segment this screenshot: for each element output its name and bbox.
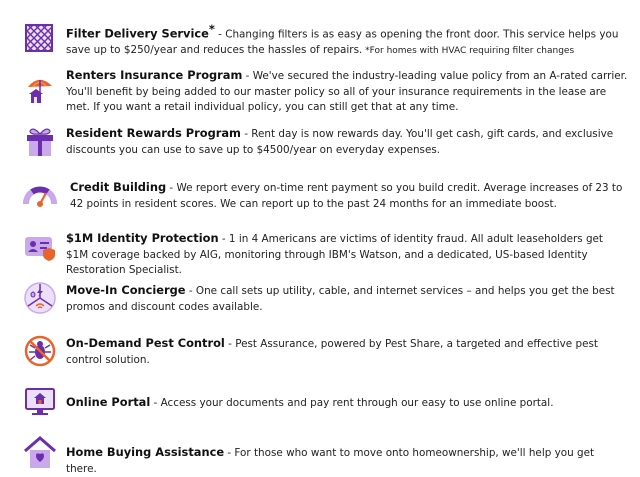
- service-description: We report every on-time rent payment so you build credit. Average increases of 23 to 42 points in resident scores. We can report up to the past 24 months for an immediate boost.: [70, 182, 623, 210]
- service-description: We've secured the industry-leading value policy from an A-rated carrier. You'll benefit by being added to our master policy so all of your insurance requirements in the lease are met. If you want a retail individual policy, you can still get that at any time.: [66, 70, 628, 113]
- title-dash: -: [224, 338, 236, 350]
- credit-gauge-icon: [22, 178, 58, 214]
- title-dash: -: [242, 70, 253, 82]
- gift-icon: [22, 124, 58, 160]
- identity-card-icon: [22, 228, 58, 264]
- service-title: Renters Insurance Program: [66, 68, 243, 82]
- online-portal-icon: [22, 384, 58, 420]
- title-dash: -: [224, 447, 235, 459]
- title-dash: -: [218, 233, 229, 245]
- service-title: Resident Rewards Program: [66, 126, 241, 140]
- service-title: Home Buying Assistance: [66, 445, 225, 459]
- service-footnote: *For homes with HVAC requiring filter changes: [362, 45, 575, 56]
- service-description: 1 in 4 Americans are victims of identity fraud. All adult leaseholders get $1M coverage backed by AIG, monitoring through IBM's Watson, and a dedicated, US-based Identity Restoration Specialist.: [66, 233, 604, 276]
- service-description: Changing filters is as easy as opening the front door. This service helps you save up to $250/year and reduces the hassles of repairs.: [66, 28, 619, 56]
- title-dash: -: [240, 128, 252, 140]
- service-title: Credit Building: [70, 180, 167, 194]
- service-title: Filter Delivery Service: [66, 26, 209, 41]
- service-description: One call sets up utility, cable, and internet services – and helps you get the best promos and discount codes available.: [66, 285, 615, 313]
- service-description: Pest Assurance, powered by Pest Share, a targeted and effective pest control solution.: [66, 338, 598, 366]
- home-buying-icon: [22, 434, 58, 470]
- service-description: Rent day is now rewards day. You'll get cash, gift cards, and exclusive discounts you can use to save up to $4500/year on everyday expenses.: [66, 128, 614, 156]
- service-title: Online Portal: [66, 395, 151, 409]
- service-description: Access your documents and pay rent through our easy to use online portal.: [160, 397, 554, 409]
- utility-services-icon: [22, 280, 58, 316]
- title-dash: -: [150, 397, 161, 409]
- service-title: $1M Identity Protection: [66, 231, 219, 245]
- title-dash: -: [185, 285, 196, 297]
- title-dash: -: [166, 182, 177, 194]
- filter-grid-icon: [22, 20, 58, 56]
- service-title: On-Demand Pest Control: [66, 336, 225, 350]
- no-pest-icon: [22, 333, 58, 369]
- title-asterisk: *: [208, 22, 215, 36]
- service-title: Move-In Concierge: [66, 283, 186, 297]
- title-dash: -: [214, 28, 226, 41]
- umbrella-house-icon: [22, 72, 58, 108]
- service-description: For those who want to move onto homeownership, we'll help you get there.: [66, 447, 595, 475]
